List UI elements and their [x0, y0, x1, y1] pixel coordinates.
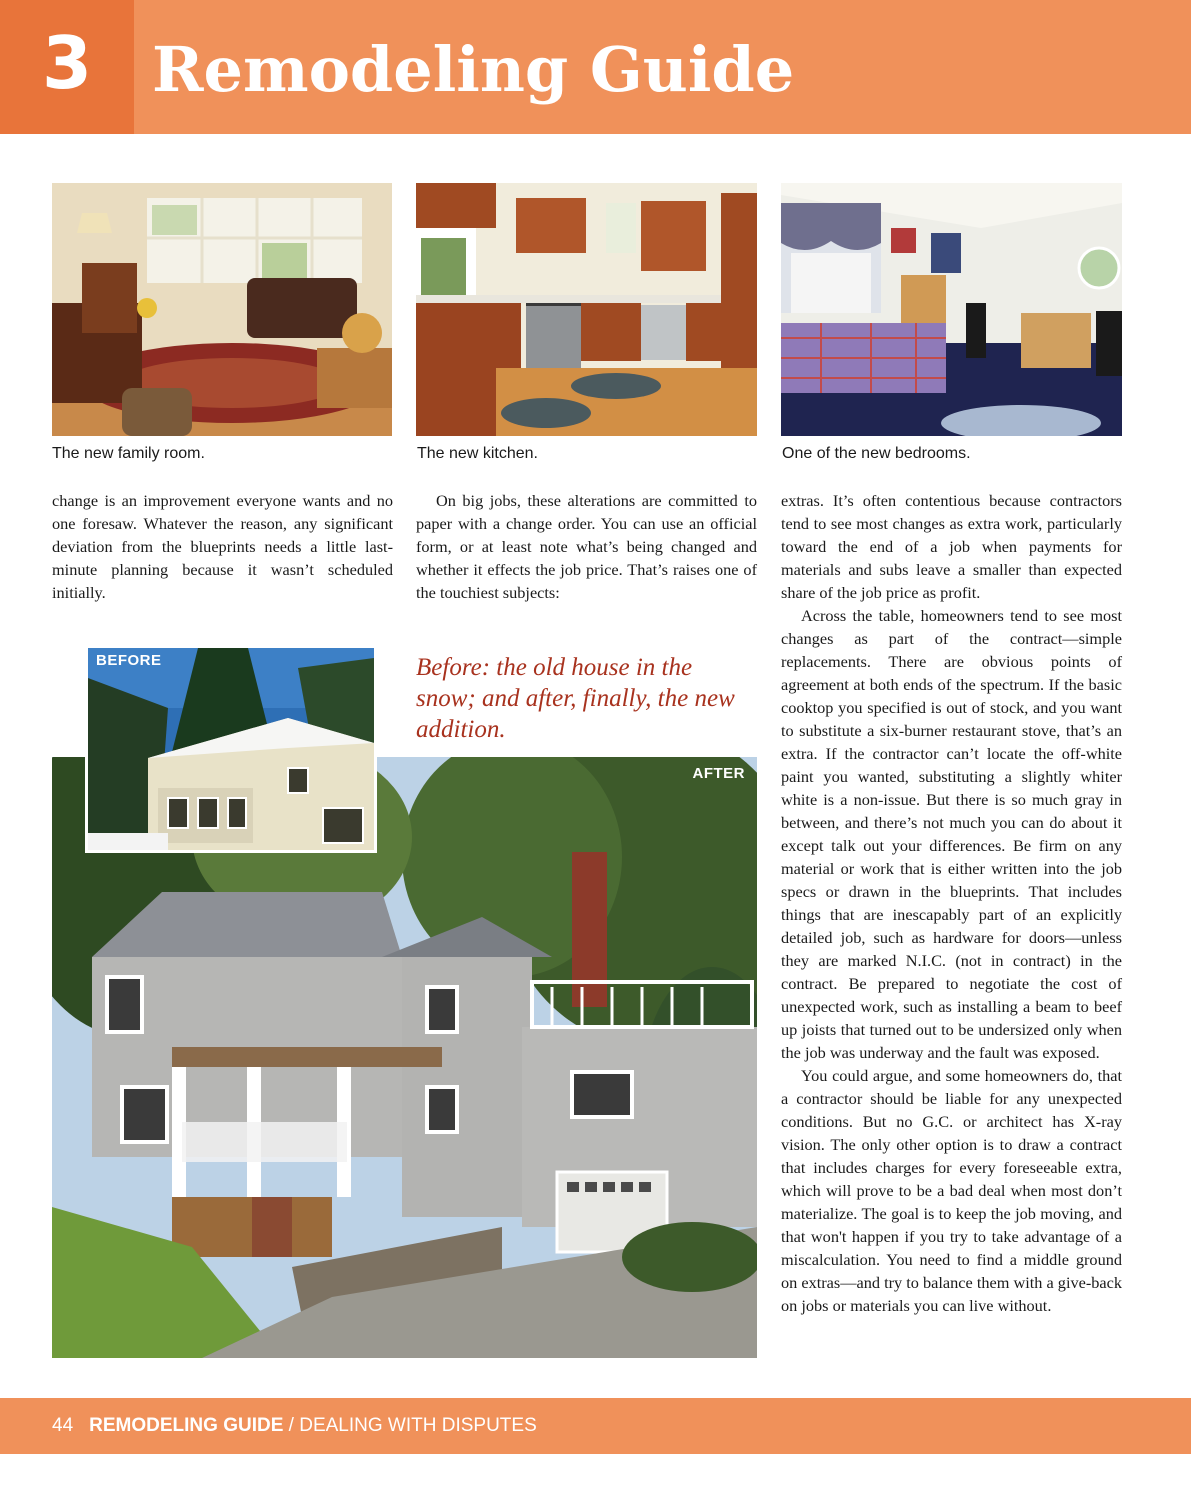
- before-label: BEFORE: [96, 652, 162, 669]
- footer-separator: /: [283, 1415, 300, 1436]
- footer-book-title: REMODELING GUIDE: [89, 1415, 284, 1436]
- page-footer: [0, 1398, 1191, 1454]
- after-label: AFTER: [692, 765, 745, 782]
- chapter-header: [0, 0, 1191, 134]
- before-house-photo: [85, 645, 377, 853]
- kitchen-caption: The new kitchen.: [417, 445, 538, 462]
- page-number: 44: [52, 1415, 74, 1436]
- family-room-photo: [52, 183, 392, 436]
- kitchen-photo: [416, 183, 757, 436]
- bedroom-caption: One of the new bedrooms.: [782, 445, 971, 462]
- column-2-text: [416, 489, 757, 604]
- bedroom-photo: [781, 183, 1122, 436]
- chapter-number: 3: [41, 21, 93, 105]
- chapter-number-box: [0, 0, 134, 134]
- footer-section: DEALING WITH DISPUTES: [299, 1415, 537, 1436]
- paragraph: You could argue, and some homeowners do, that a contractor should be liable for any unexpected conditions. But no G.C. or architect has X-ray vision. The only other option is to draw a contract that includes charges for every foreseeable extra, which will prove to be a bad deal when most don’t materialize. The goal is to keep the job moving, and that won't happen if you try to take advantage of a miscalculation. You need to find a middle ground on extras—and try to balance them with a give-back on jobs or materials you can live without.: [781, 1066, 1122, 1315]
- column-1-text: [52, 489, 393, 604]
- paragraph: On big jobs, these alterations are committed to paper with a change order. You can use an official form, or at least note what’s being changed and whether it effects the job price. That’s raises one of the touchiest subjects:: [416, 491, 757, 602]
- column-3-text: [781, 489, 1122, 1317]
- family-room-caption: The new family room.: [52, 445, 205, 462]
- pull-quote: Before: the old house in the snow; and after, finally, the new addition.: [416, 654, 735, 743]
- paragraph: Across the table, homeowners tend to see most changes as part of the contract—simple replacements. There are obvious points of agreement at both ends of the spectrum. If the basic cooktop you specified is out of stock, and you want to substitute a six-burner restaurant stove, that’s an extra. If the contractor can’t locate the off-white paint you wanted, substituting a slightly whiter white is a non-issue. But there is so much gray in between, and there’s not much you can do about it except talk out your differences. Be firm on any material or work that is either written into the job specs or drawn in the blueprints. That includes things that are inescapably part of an explicitly detailed job, such as hardware for doors—unless they are marked N.I.C. (not in contract) in the contract. Be prepared to negotiate the cost of unexpected work, such as installing a beam to beef up joists that turned out to be undersized only when the job was underway and the fault was exposed.: [781, 606, 1122, 1062]
- paragraph: extras. It’s often contentious because contractors tend to see most changes as extra work, particularly toward the end of a job when payments for materials and subs leave a smaller than expected share of the job price as profit.: [781, 491, 1122, 602]
- running-footer: [52, 1415, 537, 1437]
- paragraph: change is an improvement everyone wants and no one foresaw. Whatever the reason, any significant deviation from the blueprints needs a little last-minute planning because it wasn’t scheduled initially.: [52, 491, 393, 602]
- chapter-title: Remodeling Guide: [152, 33, 795, 106]
